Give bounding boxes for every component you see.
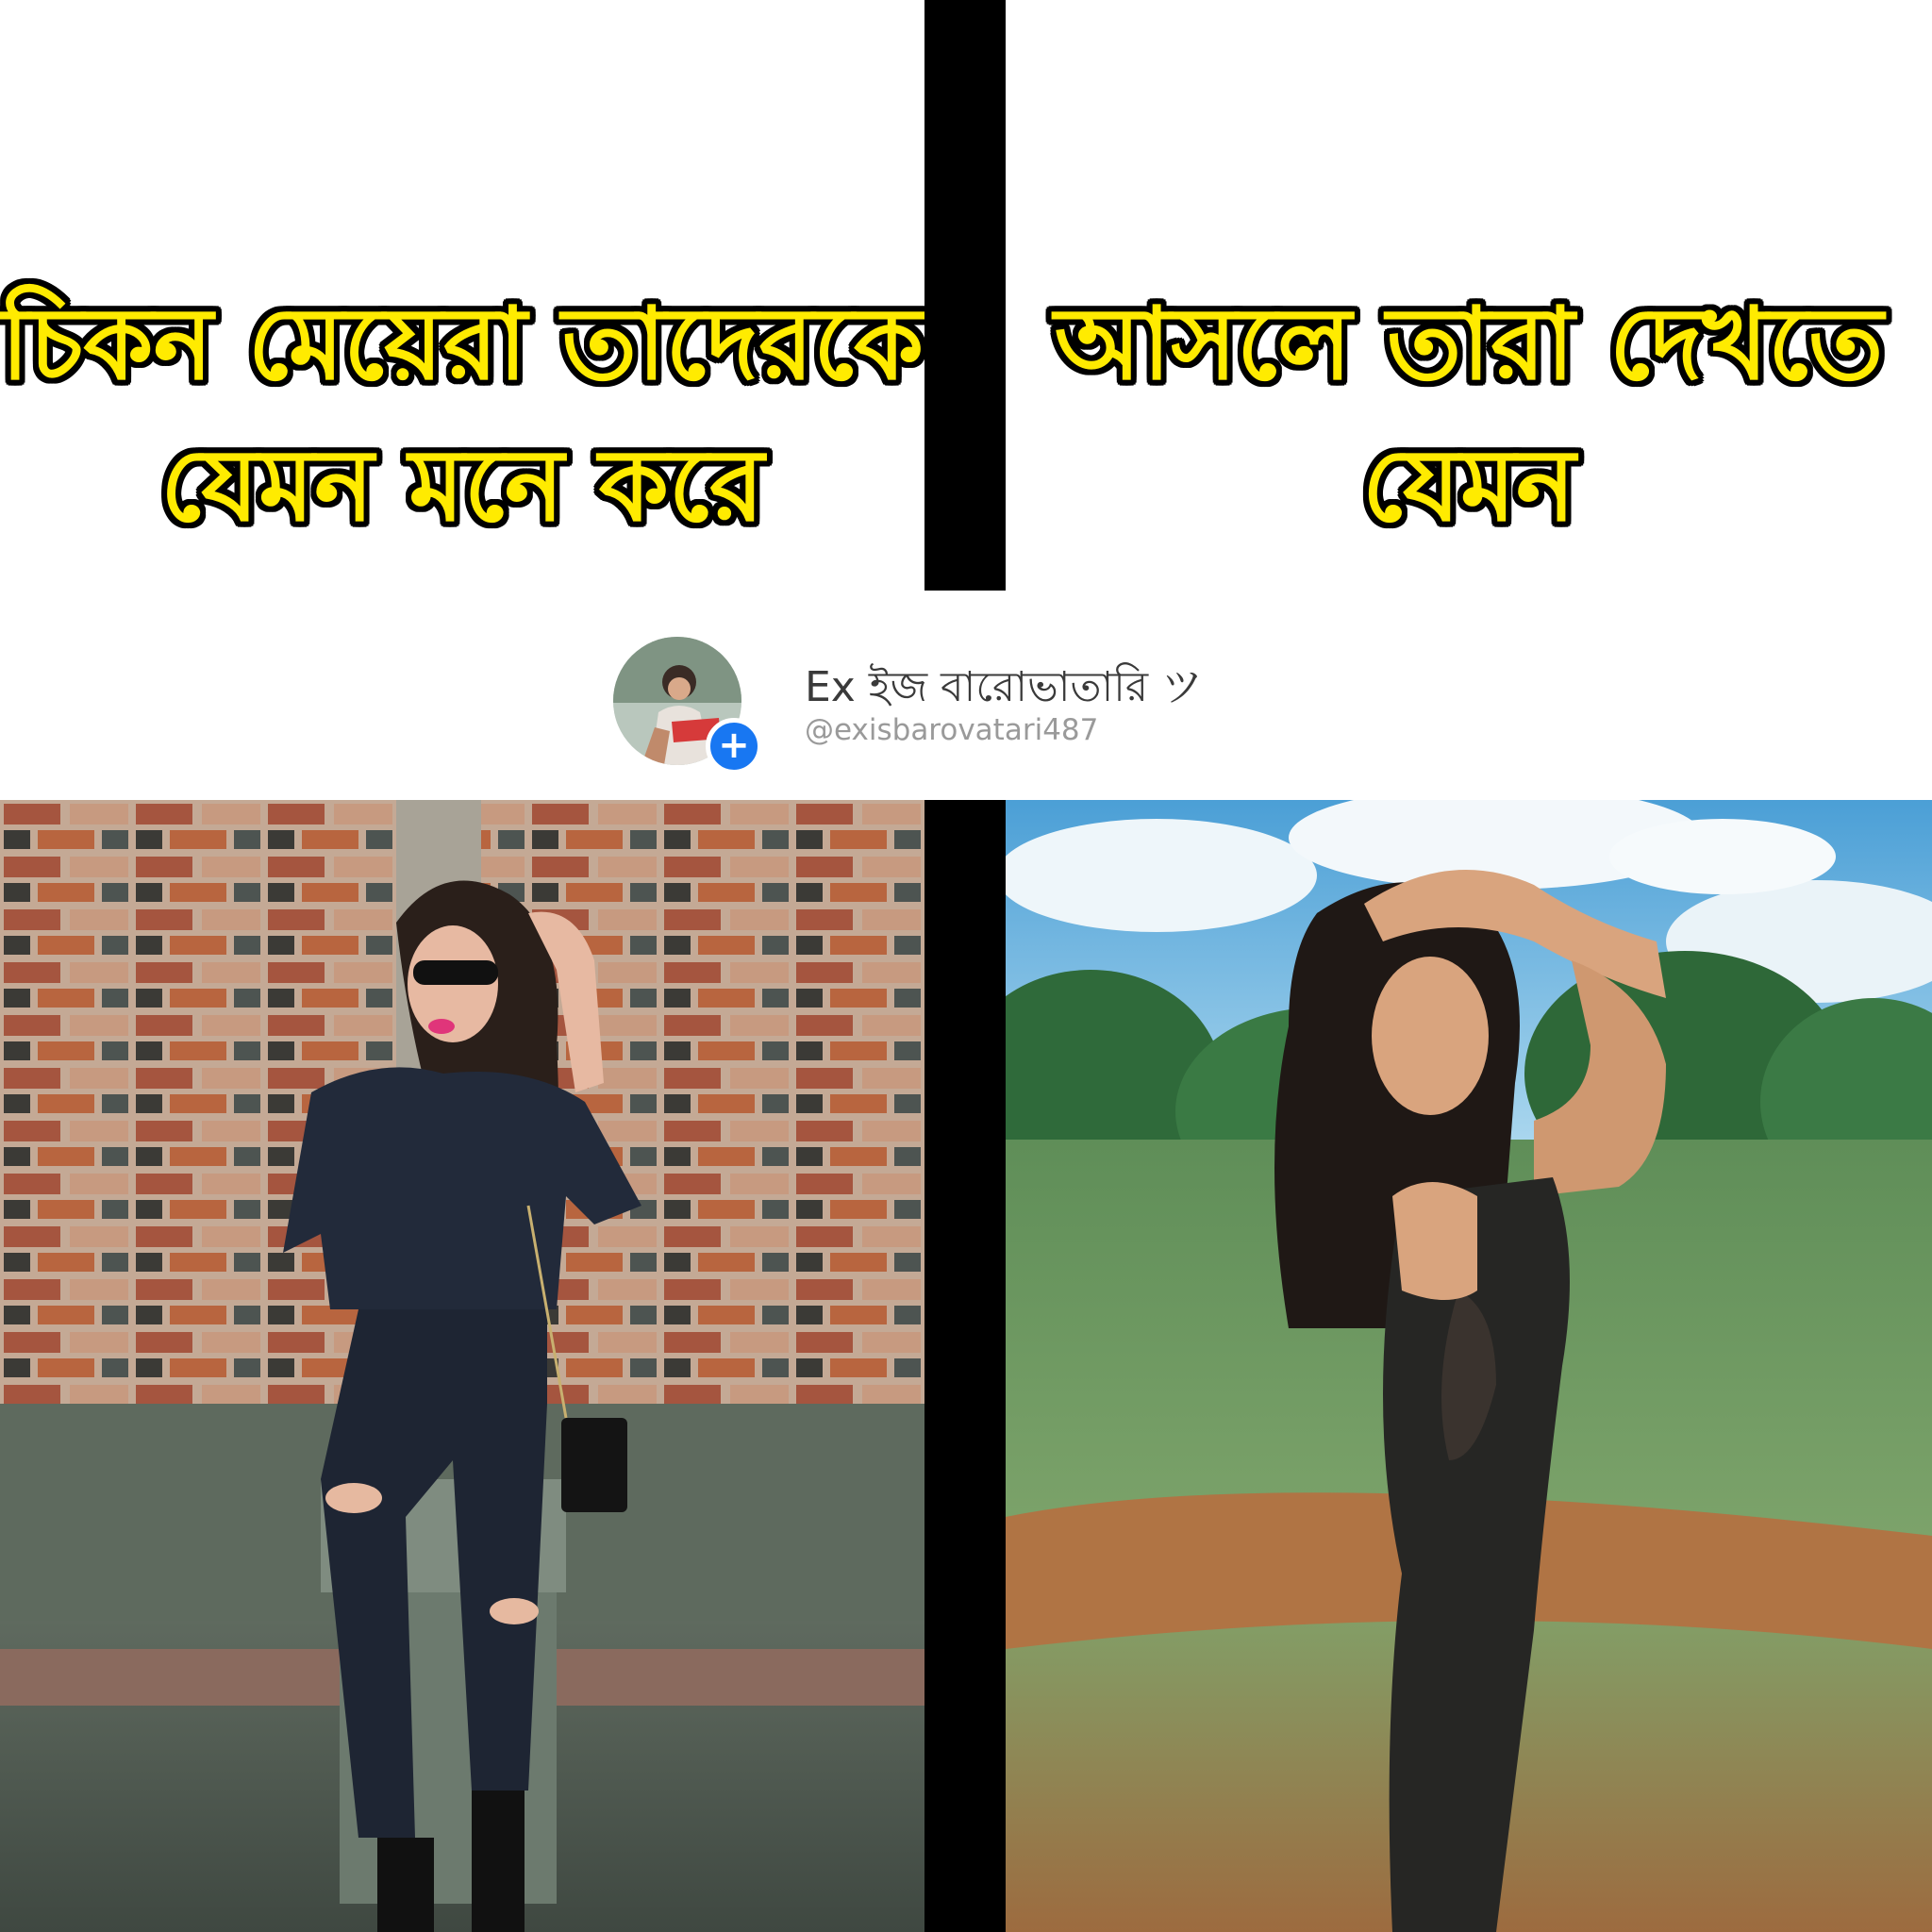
- woman-posing-brick-wall-photo: [0, 800, 924, 1932]
- caption-left: [0, 274, 924, 557]
- photo-left: [0, 800, 924, 1932]
- bottom-divider: [924, 800, 1006, 1932]
- person-posing-grass-field-photo: [1006, 800, 1932, 1932]
- caption-right-line-1: আসলে তারা দেখতে: [1054, 286, 1884, 402]
- profile-card[interactable]: [613, 632, 1330, 783]
- profile-handle[interactable]: @exisbarovatari487: [805, 713, 1099, 747]
- caption-left-line-2: যেমন মনে করে: [160, 427, 764, 543]
- caption-right-line-2: যেমন: [1361, 427, 1576, 543]
- plus-icon[interactable]: +: [706, 718, 762, 774]
- top-divider: [924, 0, 1006, 591]
- caption-left-line-1: চিকন মেয়েরা তাদেরকে: [0, 286, 924, 402]
- profile-display-name[interactable]: Ex ইজ বারোভাতারি ツ: [805, 663, 1204, 711]
- photo-right: [1006, 800, 1932, 1932]
- caption-right: [1006, 274, 1932, 557]
- avatar-wrapper[interactable]: [613, 637, 750, 769]
